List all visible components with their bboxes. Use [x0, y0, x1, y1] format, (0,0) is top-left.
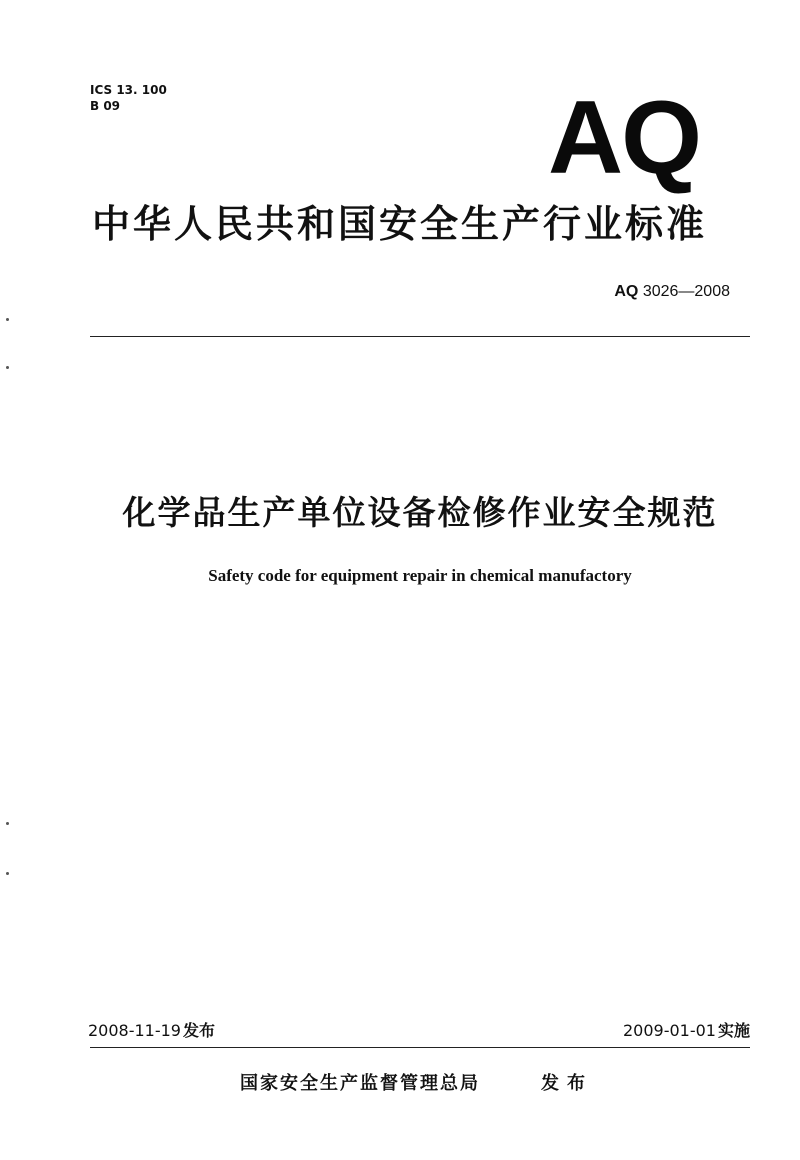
implementation-label: 实施 — [717, 1021, 750, 1040]
scan-speck — [6, 872, 9, 875]
scan-speck — [6, 822, 9, 825]
header-divider — [90, 336, 750, 337]
publish-label: 发布 — [541, 1073, 593, 1094]
classification-codes — [90, 82, 167, 114]
standard-type-heading: 中华人民共和国安全生产行业标准 — [92, 202, 708, 246]
aq-logo: AQ — [548, 80, 700, 196]
standard-number-prefix: AQ — [614, 283, 639, 300]
scan-speck — [6, 366, 9, 369]
document-title-chinese: 化学品生产单位设备检修作业安全规范 — [122, 493, 718, 532]
footer-divider — [90, 1047, 750, 1048]
implementation-date: 2009-01-01 — [623, 1021, 716, 1040]
standard-number — [520, 281, 730, 303]
document-title-english: Safety code for equipment repair in chemical manufactory — [208, 566, 632, 585]
issue-date-block — [88, 1020, 215, 1042]
issue-label: 发布 — [182, 1021, 215, 1040]
scan-speck — [6, 318, 9, 321]
ccs-code: B 09 — [90, 99, 121, 113]
issue-date: 2008-11-19 — [88, 1021, 181, 1040]
implementation-date-block — [500, 1020, 750, 1042]
standard-number-value: 3026—2008 — [642, 283, 730, 300]
ics-code: ICS 13. 100 — [90, 83, 167, 97]
publisher-name: 国家安全生产监督管理总局 — [240, 1073, 480, 1094]
